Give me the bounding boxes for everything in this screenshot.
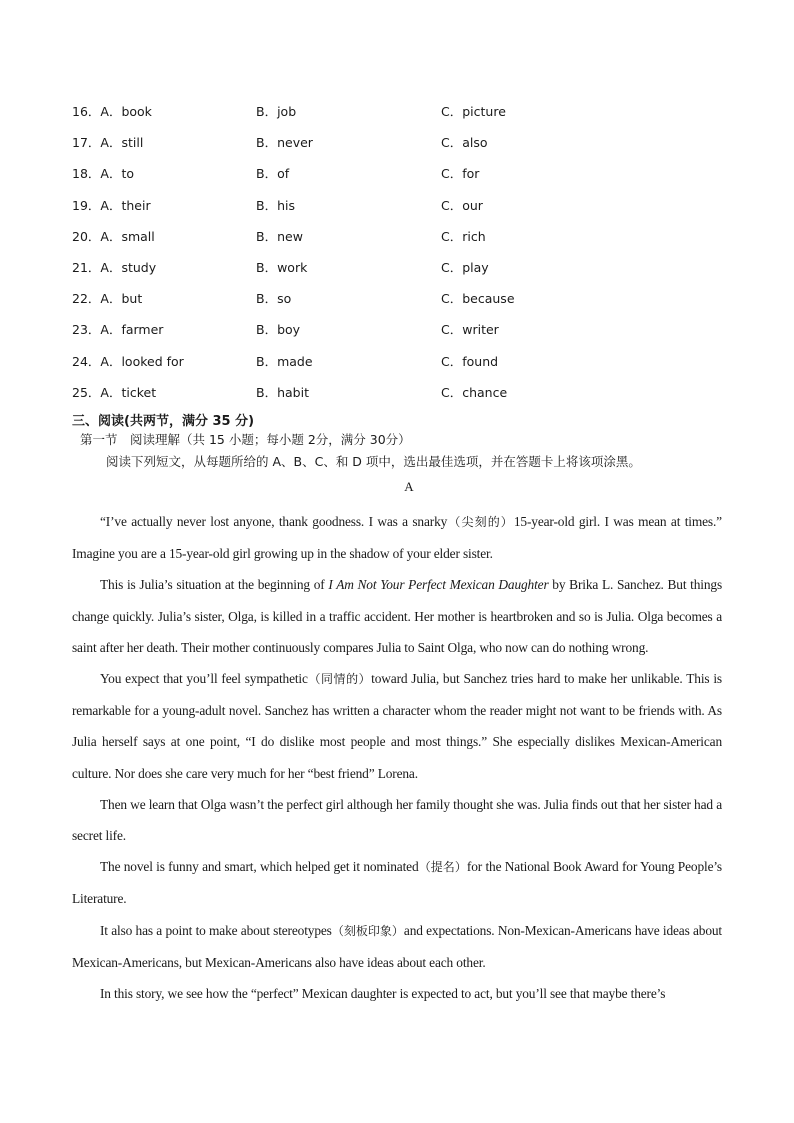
option-b: B．his <box>256 197 295 213</box>
option-b: B．never <box>256 135 313 151</box>
reading-passage <box>72 506 722 1009</box>
option-a <box>72 227 155 247</box>
gloss: （刻板印象） <box>331 923 404 938</box>
paragraph-4: Then we learn that Olga wasn’t the perfect girl although her family thought she was. Julia finds out that her sister had a secret life. <box>72 796 722 844</box>
option-b: B．of <box>256 166 290 182</box>
option-row-24 <box>72 352 732 383</box>
paragraph-text: It also has a point to make about stereotypes <box>100 922 332 938</box>
paragraph-text: 15-year-old girl. I was mean at times.” Imagine you are a 15-year-old girl growing up in the shadow of your elder sister. <box>72 514 722 562</box>
option-a <box>72 289 142 309</box>
option-b: B．made <box>256 353 313 369</box>
option-c: C．for <box>441 166 480 182</box>
paragraph-text: by Brika L. Sanchez. But things change quickly. Julia’s sister, Olga, is killed in a traffic accident. Her mother is heartbroken and so is Julia. Olga becomes a saint after her death. Their mother continuously compares Julia to Saint Olga, who now can do nothing wrong. <box>72 577 723 655</box>
option-a-text: A．farmer <box>100 322 164 338</box>
option-row-17 <box>72 133 732 164</box>
option-a-text: A．ticket <box>100 384 157 400</box>
gloss: （尖刻的） <box>447 515 514 529</box>
gloss: （提名） <box>418 860 467 875</box>
option-a <box>72 258 156 278</box>
option-c: C．also <box>441 135 488 151</box>
option-row-23 <box>72 320 732 351</box>
paragraph-text: and expectations. Non-Mexican-Americans have ideas about Mexican-Americans, but Mexican-Americans also have ideas about each other. <box>72 922 722 970</box>
question-number: 18． <box>72 166 101 182</box>
option-row-18 <box>72 164 732 195</box>
option-a-text: A．small <box>100 228 155 244</box>
option-row-19 <box>72 196 732 227</box>
paragraph-text: This is Julia’s situation at the beginning of <box>100 577 329 593</box>
paragraph-2 <box>72 569 722 663</box>
subsection-heading: 第一节 阅读理解（共 15 小题；每小题 2分，满分 30分） <box>80 432 411 447</box>
question-number: 19． <box>72 197 101 213</box>
option-a-text: A．book <box>100 104 152 119</box>
option-a <box>72 320 163 340</box>
option-c: C．found <box>441 353 499 369</box>
option-c: C．because <box>441 291 515 307</box>
paragraph-text: You expect that you’ll feel sympathetic <box>100 671 308 687</box>
option-c: C．chance <box>441 384 508 400</box>
option-a <box>72 196 151 216</box>
question-number: 20． <box>72 228 101 244</box>
option-row-21 <box>72 258 732 289</box>
paragraph-3 <box>72 663 722 789</box>
question-number: 24． <box>72 353 101 369</box>
option-b: B．work <box>256 259 308 275</box>
option-a <box>72 164 134 184</box>
paragraph-6 <box>72 915 722 978</box>
option-a <box>72 102 152 122</box>
question-number: 17． <box>72 135 101 151</box>
option-b: B．habit <box>256 384 309 400</box>
paragraph-text: for the National Book Award for Young People’s Literature. <box>72 859 722 907</box>
passage-label: A <box>404 479 414 494</box>
question-number: 25． <box>72 384 101 400</box>
section-title: 三、阅读(共两节，满分 35 分) <box>72 414 255 429</box>
question-number: 16． <box>72 104 101 119</box>
question-number: 23． <box>72 322 101 338</box>
paragraph-text: “I’ve actually never lost anyone, thank goodness. I was a snarky <box>100 514 448 529</box>
option-a <box>72 133 143 153</box>
option-b: B．new <box>256 228 303 244</box>
answer-options-list <box>72 102 732 414</box>
option-a <box>72 352 184 372</box>
book-title: I Am Not Your Perfect Mexican Daughter <box>328 577 549 593</box>
option-row-16 <box>72 102 732 133</box>
paragraph-5 <box>72 851 722 914</box>
option-b: B．boy <box>256 322 301 338</box>
paragraph-text: toward Julia, but Sanchez tries hard to make her unlikable. This is remarkable for a young-adult novel. Sanchez has written a character whom the reader might not want to be friends with. As Julia herself says at one point, “I do dislike most people and most things.” She especially dislikes Mexican-American culture. Nor does she care very much for her “best friend” Lorena. <box>72 671 722 781</box>
option-row-22 <box>72 289 732 320</box>
option-c: C．picture <box>441 104 506 119</box>
gloss: （同情的） <box>307 672 372 687</box>
option-c: C．our <box>441 197 483 213</box>
paragraph-7: In this story, we see how the “perfect” Mexican daughter is expected to act, but you’ll see that maybe there’s <box>100 986 666 1002</box>
option-a-text: A．to <box>100 166 135 182</box>
option-b: B．so <box>256 291 292 307</box>
question-number: 22． <box>72 291 101 307</box>
option-b: B．job <box>256 104 297 119</box>
option-a-text: A．study <box>100 259 157 275</box>
option-c: C．writer <box>441 322 499 338</box>
option-a-text: A．still <box>100 135 144 151</box>
option-c: C．rich <box>441 228 486 244</box>
option-a-text: A．their <box>100 197 151 213</box>
paragraph-1 <box>72 506 722 569</box>
question-number: 21． <box>72 259 101 275</box>
option-c: C．play <box>441 259 489 275</box>
paragraph-text: The novel is funny and smart, which helped get it nominated <box>100 859 419 875</box>
option-a-text: A．but <box>100 291 143 307</box>
reading-directions: 阅读下列短文，从每题所给的 A、B、C、和 D 项中，选出最佳选项，并在答题卡上将该项涂黑。 <box>106 454 641 469</box>
option-a <box>72 383 156 403</box>
option-row-20 <box>72 227 732 258</box>
option-a-text: A．looked for <box>100 353 184 369</box>
